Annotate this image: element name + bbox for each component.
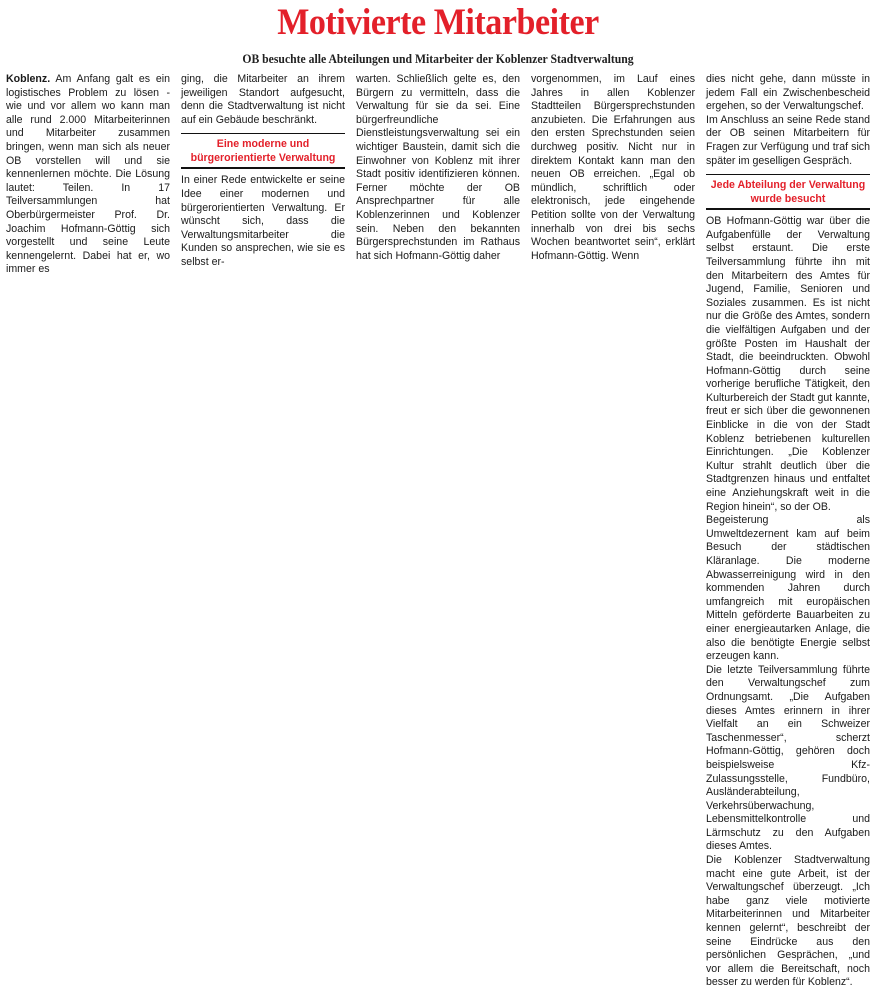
paragraph: Begeisterung als Umweltdezernent kam auf beim Besuch der städtischen Kläranlage. Die moderne Abwasserreinigung wird in den kommenden Jahren durch umfangreich mit europäischen Mitteln geförderte Bauarbeiten zu einer energieautarken Anlage, die also die benötigte Energie selbst erzeugen kann. — [706, 514, 870, 663]
article-column-5 — [706, 73, 870, 990]
article-column-2 — [181, 73, 345, 270]
paragraph: Die letzte Teilversammlung führte den Verwaltungschef zum Ordnungsamt. „Die Aufgaben dieses Amtes erinnern in ihrer Vielfalt an ein Schweizer Taschenmesser“, scherzt Hofmann-Göttig, gehören doch beispielsweise Kfz-Zulassungsstelle, Fundbüro, Ausländerabteilung, Verkehrsüberwachung, Lebensmittelkontrolle und Lärmschutz zu den Aufgaben dieses Amtes. — [706, 663, 870, 853]
paragraph: warten. Schließlich gelte es, den Bürgern zu vermitteln, dass die Verwaltung für sie da sei. Eine bürgerfreundliche Dienstleistungsverwaltung sei ein wichtiger Baustein, damit sich die Einwohner von Koblenz mit ihrer Stadt positiv identifizieren können. Ferner möchte der OB Ansprechpartner für alle Koblenzerinnen und Koblenzer sein. Neben den bekannten Bürgersprechstunden im Rathaus hat sich Hofmann-Göttig daher — [356, 73, 520, 262]
paragraph-text: Am Anfang galt es ein logistisches Problem zu lösen - wie und vor allem wo kann man alle rund 2.000 Mitarbeiterinnen und Mitarbeiter zusammen bringen, wenn man sich als neuer OB vorstellen will und sie kennenlernen möchte. Die Lösung lautet: Teilen. In 17 Teilversammlungen hat Oberbürgermeister Prof. Dr. Joachim Hofmann-Göttig sich vorgestellt und seine Leute kennengelernt. Dabei hat er, wo immer es — [6, 73, 171, 276]
section-subheading: Jede Abteilung der Verwaltung wurde besucht — [706, 174, 870, 210]
subheadline: OB besuchte alle Abteilungen und Mitarbeiter der Koblenzer Stadtverwaltung — [242, 51, 634, 66]
article-column-4 — [531, 73, 695, 263]
paragraph: Im Anschluss an seine Rede stand der OB seinen Mitarbeitern für Fragen zur Verfügung und traf sich später im geselligen Gespräch. — [706, 113, 870, 167]
headline: Motivierte Mitarbeiter — [277, 2, 599, 43]
article-column-3 — [356, 73, 520, 263]
paragraph: dies nicht gehe, dann müsste in jedem Fall ein Zwischenbescheid ergehen, so der Verwaltungschef. — [706, 73, 870, 113]
section-subheading: Eine moderne und bürgerorientierte Verwaltung — [181, 133, 345, 169]
paragraph: OB Hofmann-Göttig war über die Aufgabenfülle der Verwaltung selbst erstaunt. Die erste Teilversammlung führte ihn mit den Mitarbeitern des Amtes für Jugend, Familie, Senioren und Soziales zusammen. Es ist nicht nur die Größe des Amtes, sondern die vielfältigen Aufgaben und der größte Posten im Haushalt der Stadt, die beeindruckten. Obwohl Hofmann-Göttig durch seine vorherige berufliche Tätigkeit, den Kulturbereich der Stadt gut kannte, freut er sich über die gewonnenen Einblicke in die von der Stadt Koblenz betriebenen kulturellen Einrichtungen. „Die Koblenzer Kultur strahlt deutlich über die Stadtgrenzen hinaus und entfaltet eine Anziehungskraft weit in die Region hinein“, so der OB. — [706, 215, 870, 513]
paragraph: Die Koblenzer Stadtverwaltung macht eine gute Arbeit, ist der Verwaltungschef überzeugt. „Ich habe ganz viele motivierte Mitarbeiterinnen und Mitarbeiter kennen gelernt“, beschreibt der seine Eindrücke aus den persönlichen Gesprächen, „und vor allem die Bereitschaft, noch besser zu werden für Koblenz“. — [706, 854, 870, 989]
paragraph: In einer Rede entwickelte er seine Idee einer modernen und bürgerorientierten Verwaltung. Er wünscht sich, dass die Verwaltungsmitarbeiter die Kunden so ansprechen, wie sie es selbst er- — [181, 174, 345, 268]
paragraph: ging, die Mitarbeiter an ihrem jeweiligen Standort aufgesucht, denn die Stadtverwaltung ist nicht auf ein Gebäude beschränkt. — [181, 73, 345, 126]
paragraph: vorgenommen, im Lauf eines Jahres in allen Koblenzer Stadtteilen Bürgersprechstunden anzubieten. Die Erfahrungen aus den ersten Sprechstunden seien durchweg positiv. Nicht nur in direktem Kontakt kann man den neuen OB erreichen. „Egal ob mündlich, schriftlich oder elektronisch, jede eingehende Petition sollte von der Verwaltung innerhalb von drei bis sechs Wochen beantwortet sein“, erklärt Hofmann-Göttig. Wenn — [531, 73, 695, 262]
dateline: Koblenz. — [6, 73, 51, 85]
article-column-1 — [6, 73, 170, 277]
paragraph — [6, 73, 170, 277]
